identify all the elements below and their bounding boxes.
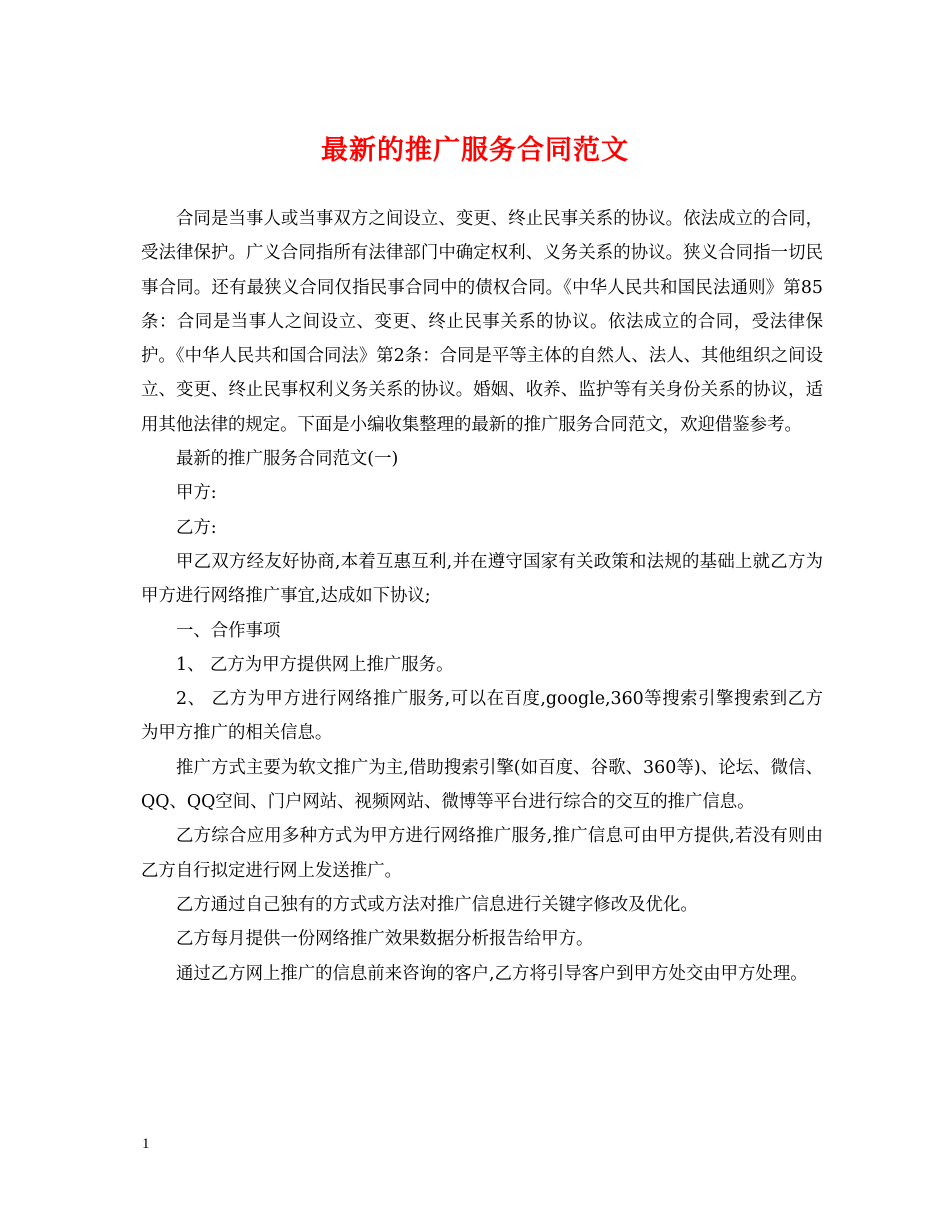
- paragraph-customer-referral: 通过乙方网上推广的信息前来咨询的客户,乙方将引导客户到甲方处交由甲方处理。: [176, 963, 808, 984]
- paragraph-party-a: 甲方:: [176, 483, 217, 504]
- paragraph-intro: 合同是当事人或当事双方之间设立、变更、终止民事关系的协议。依法成立的合同，受法律保护。广义合同指所有法律部门中确定权利、义务关系的协议。狭义合同指一切民事合同。还有最狭义合同仅指民事合同中的债权合同。《中华人民共和国民法通则》第85条：合同是当事人之间设立、变更、终止民事关系的协议。依法成立的合同，受法律保护。《中华人民共和国合同法》第2条：合同是平等主体的自然人、法人、其他组织之间设立、变更、终止民事权利义务关系的协议。婚姻、收养、监护等有关身份关系的协议，适用其他法律的规定。下面是小编收集整理的最新的推广服务合同范文，欢迎借鉴参考。: [141, 209, 823, 435]
- paragraph-item-2: 2、 乙方为甲方进行网络推广服务,可以在百度,google,360等搜索引擎搜索到乙方为甲方推广的相关信息。: [141, 689, 823, 744]
- paragraph-section-heading: 最新的推广服务合同范文(一): [176, 449, 399, 470]
- document-body: [141, 202, 823, 991]
- paragraph-party-b: 乙方:: [176, 517, 217, 538]
- paragraph-promotion-content: 乙方综合应用多种方式为甲方进行网络推广服务,推广信息可由甲方提供,若没有则由乙方自行拟定进行网上发送推广。: [141, 826, 823, 881]
- paragraph-cooperation-heading: 一、合作事项: [176, 620, 281, 641]
- page-number: 1: [142, 1136, 150, 1152]
- document-title: 最新的推广服务合同范文: [321, 135, 629, 166]
- paragraph-promotion-method: 推广方式主要为软文推广为主,借助搜索引擎(如百度、谷歌、360等)、论坛、微信、QQ、QQ空间、门户网站、视频网站、微博等平台进行综合的交互的推广信息。: [141, 757, 823, 813]
- paragraph-monthly-report: 乙方每月提供一份网络推广效果数据分析报告给甲方。: [176, 929, 594, 950]
- paragraph-keyword-optimization: 乙方通过自己独有的方式或方法对推广信息进行关键字修改及优化。: [176, 894, 698, 915]
- paragraph-item-1: 1、 乙方为甲方提供网上推广服务。: [176, 654, 454, 675]
- paragraph-agreement: 甲乙双方经友好协商,本着互惠互利,并在遵守国家有关政策和法规的基础上就乙方为甲方进行网络推广事宜,达成如下协议;: [141, 551, 823, 607]
